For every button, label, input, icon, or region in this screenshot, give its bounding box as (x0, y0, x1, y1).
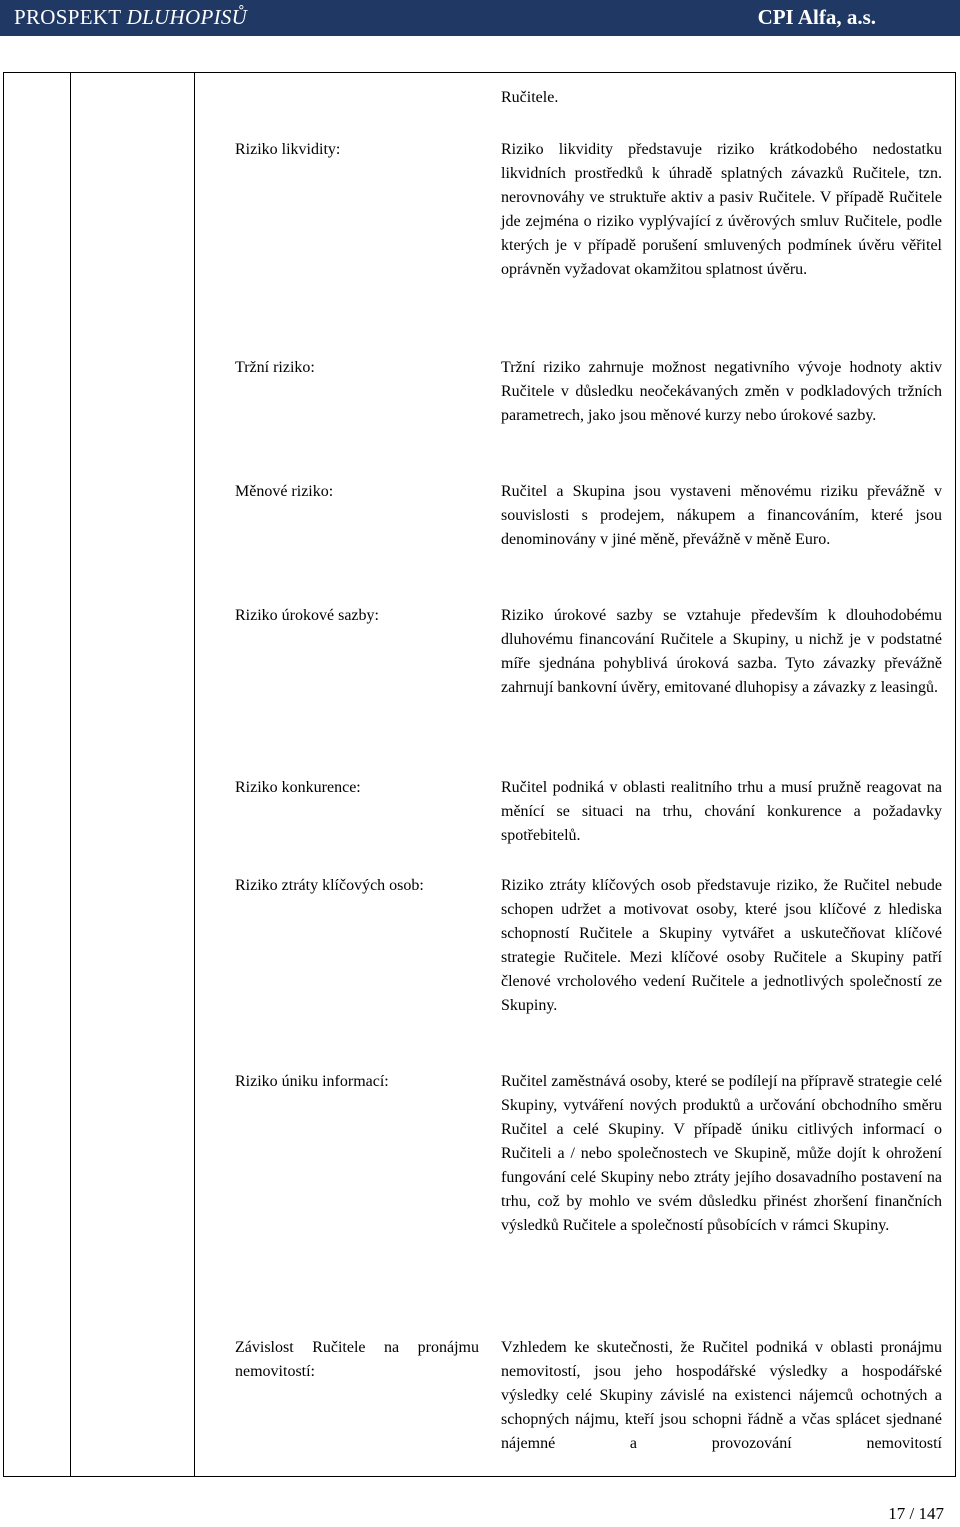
row-2-label: Tržní riziko: (235, 359, 315, 376)
row-6-text: Riziko ztráty klíčových osob představuje riziko, že Ručitel nebude schopen udržet a motivovat osoby, které jsou klíčové z hlediska schopností Ručitele a Skupiny vytvářet a uskutečňovat klíčové strategie Ručitele. Mezi klíčové osoby Ručitele a Skupiny patří členové vrcholového vedení Ručitele a jednotlivých společností ze Skupiny. (501, 877, 942, 1014)
row-1-label: Riziko likvidity: (235, 141, 341, 158)
document-title-regular: PROSPEKT (14, 5, 127, 29)
row-1-text: Riziko likvidity představuje riziko krátkodobého nedostatku likvidních prostředků k úhradě splatných závazků Ručitele, tzn. nerovnováhy ve struktuře aktiv a pasiv Ručitele. V případě Ručitele jde zejména o riziko vyplývající z úvěrových smluv Ručitele, podle kterých je v případě porušení smluvených podmínek úvěru věřitel oprávněn vyžadovat okamžitou splatnost úvěru. (501, 141, 942, 278)
row-0-text: Ručitele. (501, 89, 559, 106)
row-8-label: Závislost Ručitele na pronájmu nemovitostí: (235, 1339, 479, 1380)
column-divider-2 (194, 72, 195, 1477)
page-header (0, 0, 960, 36)
document-title-italic: DLUHOPISŮ (126, 5, 248, 29)
row-5-label: Riziko konkurence: (235, 779, 361, 796)
table-frame (3, 72, 956, 1477)
row-4-label: Riziko úrokové sazby: (235, 607, 379, 624)
row-8-text: Vzhledem ke skutečnosti, že Ručitel podniká v oblasti pronájmu nemovitostí, jsou jeho hospodářské výsledky a hospodářské výsledky celé Skupiny závislé na existenci nájemců ochotných a schopných nájmu, kteří jsou schopni řádně a včas splácet sjednané nájemné a provozování nemovitostí (501, 1339, 942, 1452)
document-title (14, 5, 247, 30)
page-number: 17 / 147 (888, 1504, 944, 1523)
row-5-text: Ručitel podniká v oblasti realitního trhu a musí pružně reagovat na měnící se situaci na trhu, chování konkurence a požadavky spotřebitelů. (501, 779, 942, 844)
row-3-label: Měnové riziko: (235, 483, 334, 500)
company-name: CPI Alfa, a.s. (757, 5, 876, 29)
column-divider-1 (70, 72, 71, 1477)
row-6-label: Riziko ztráty klíčových osob: (235, 877, 424, 894)
row-7-label: Riziko úniku informací: (235, 1073, 389, 1090)
row-3-text: Ručitel a Skupina jsou vystaveni měnovému riziku převážně v souvislosti s prodejem, nákupem a financováním, které jsou denominovány v jiné měně, převážně v měně Euro. (501, 483, 942, 548)
row-7-text: Ručitel zaměstnává osoby, které se podílejí na přípravě strategie celé Skupiny, vytváření nových produktů a určování obchodního směru Ručitel a celé Skupiny. V případě úniku citlivých informací o Ručiteli a / nebo společnostech ve Skupině, může dojít k ohrožení fungování celé Skupiny nebo ztráty jejího dosavadního postavení na trhu, což by mohlo ve svém důsledku přinést zhoršení finančních výsledků Ručitele a společností působících v rámci Skupiny. (501, 1073, 942, 1234)
row-4-text: Riziko úrokové sazby se vztahuje především k dlouhodobému dluhovému financování Ručitele a Skupiny, u nichž je v podstatné míře sjednána pohyblivá úroková sazba. Tyto závazky převážně zahrnují bankovní úvěry, emitované dluhopisy a závazky z leasingů. (501, 607, 942, 696)
row-2-text: Tržní riziko zahrnuje možnost negativního vývoje hodnoty aktiv Ručitele v důsledku neočekávaných změn v podkladových tržních parametrech, jako jsou měnové kurzy nebo úrokové sazby. (501, 359, 942, 424)
